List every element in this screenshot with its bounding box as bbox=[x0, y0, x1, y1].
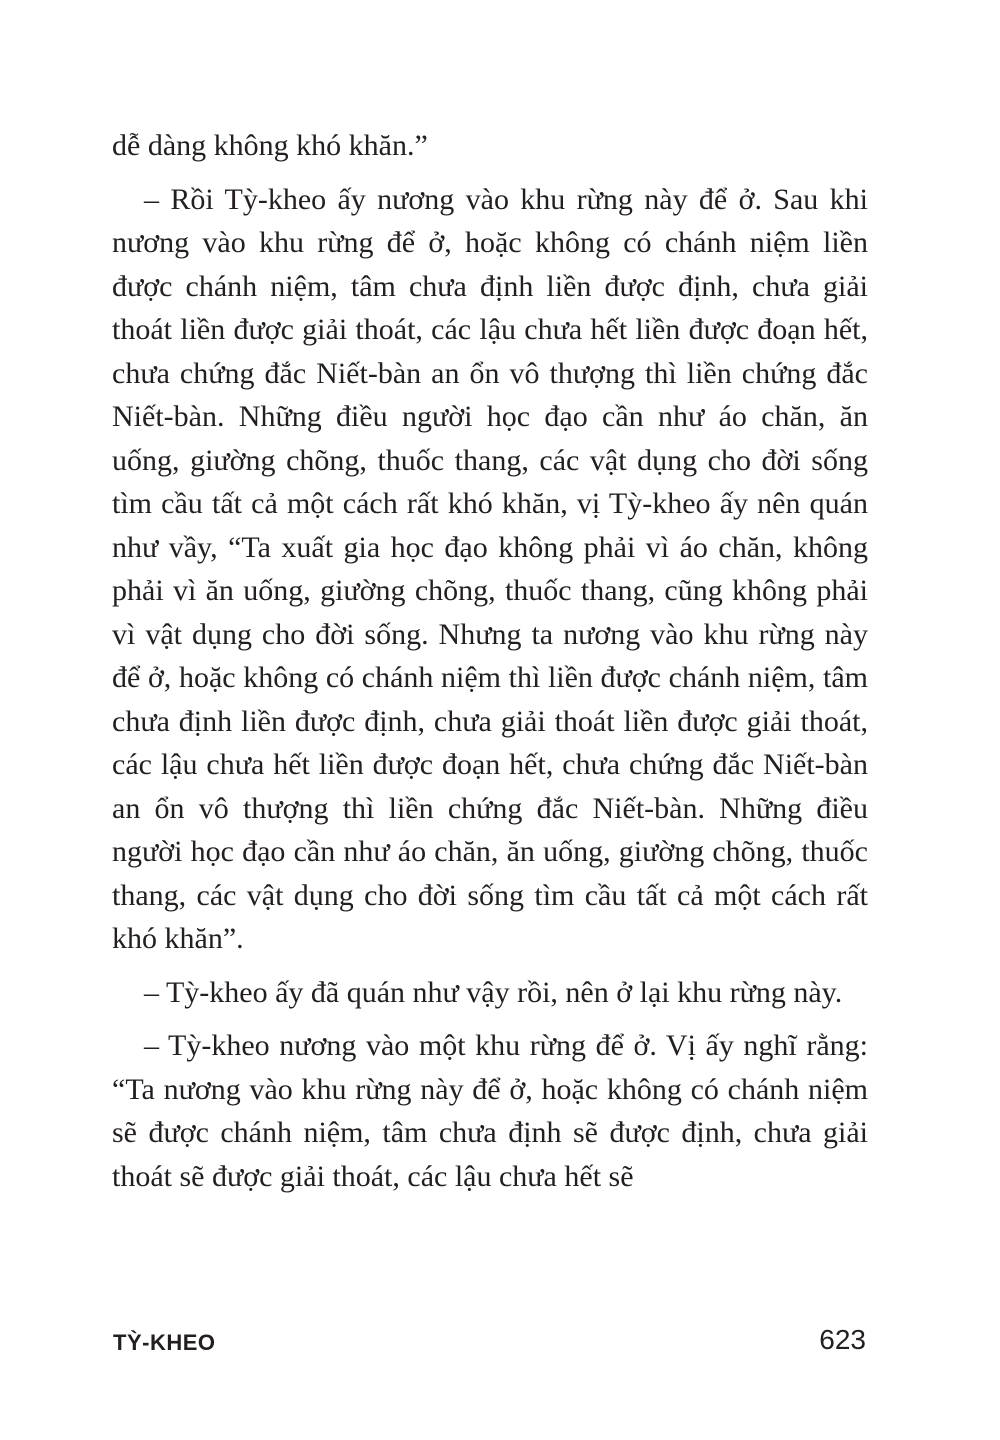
page-number: 623 bbox=[819, 1324, 866, 1355]
body-text bbox=[112, 124, 868, 1198]
paragraph: – Tỳ-kheo ấy đã quán như vậy rồi, nên ở lại khu rừng này. bbox=[144, 975, 843, 1009]
running-footer-title: TỲ-KHEO bbox=[113, 1330, 216, 1355]
paragraph: – Rồi Tỳ-kheo ấy nương vào khu rừng này để ở. Sau khi nương vào khu rừng để ở, hoặc không có chánh niệm liền được chánh niệm, tâm chưa định liền được định, chưa giải thoát liền được giải thoát, các lậu chưa hết liền được đoạn hết, chưa chứng đắc Niết-bàn an ổn vô thượng thì liền chứng đắc Niết-bàn. Những điều người học đạo cần như áo chăn, ăn uống, giường chõng, thuốc thang, các vật dụng cho đời sống tìm cầu tất cả một cách rất khó khăn, vị Tỳ-kheo ấy nên quán như vầy, “Ta xuất gia học đạo không phải vì áo chăn, không phải vì ăn uống, giường chõng, thuốc thang, cũng không phải vì vật dụng cho đời sống. Nhưng ta nương vào khu rừng này để ở, hoặc không có chánh niệm thì liền được chánh niệm, tâm chưa định liền được định, chưa giải thoát liền được giải thoát, các lậu chưa hết liền được đoạn hết, chưa chứng đắc Niết-bàn an ổn vô thượng thì liền chứng đắc Niết-bàn. Những điều người học đạo cần như áo chăn, ăn uống, giường chõng, thuốc thang, các vật dụng cho đời sống tìm cầu tất cả một cách rất khó khăn”. bbox=[112, 182, 868, 955]
paragraph-continuation: dễ dàng không khó khăn.” bbox=[112, 129, 428, 162]
paragraph: – Tỳ-kheo nương vào một khu rừng để ở. Vị ấy nghĩ rằng: “Ta nương vào khu rừng này để ở, hoặc không có chánh niệm sẽ được chánh niệm, tâm chưa định sẽ được định, chưa giải thoát sẽ được giải thoát, các lậu chưa hết sẽ bbox=[112, 1029, 868, 1193]
